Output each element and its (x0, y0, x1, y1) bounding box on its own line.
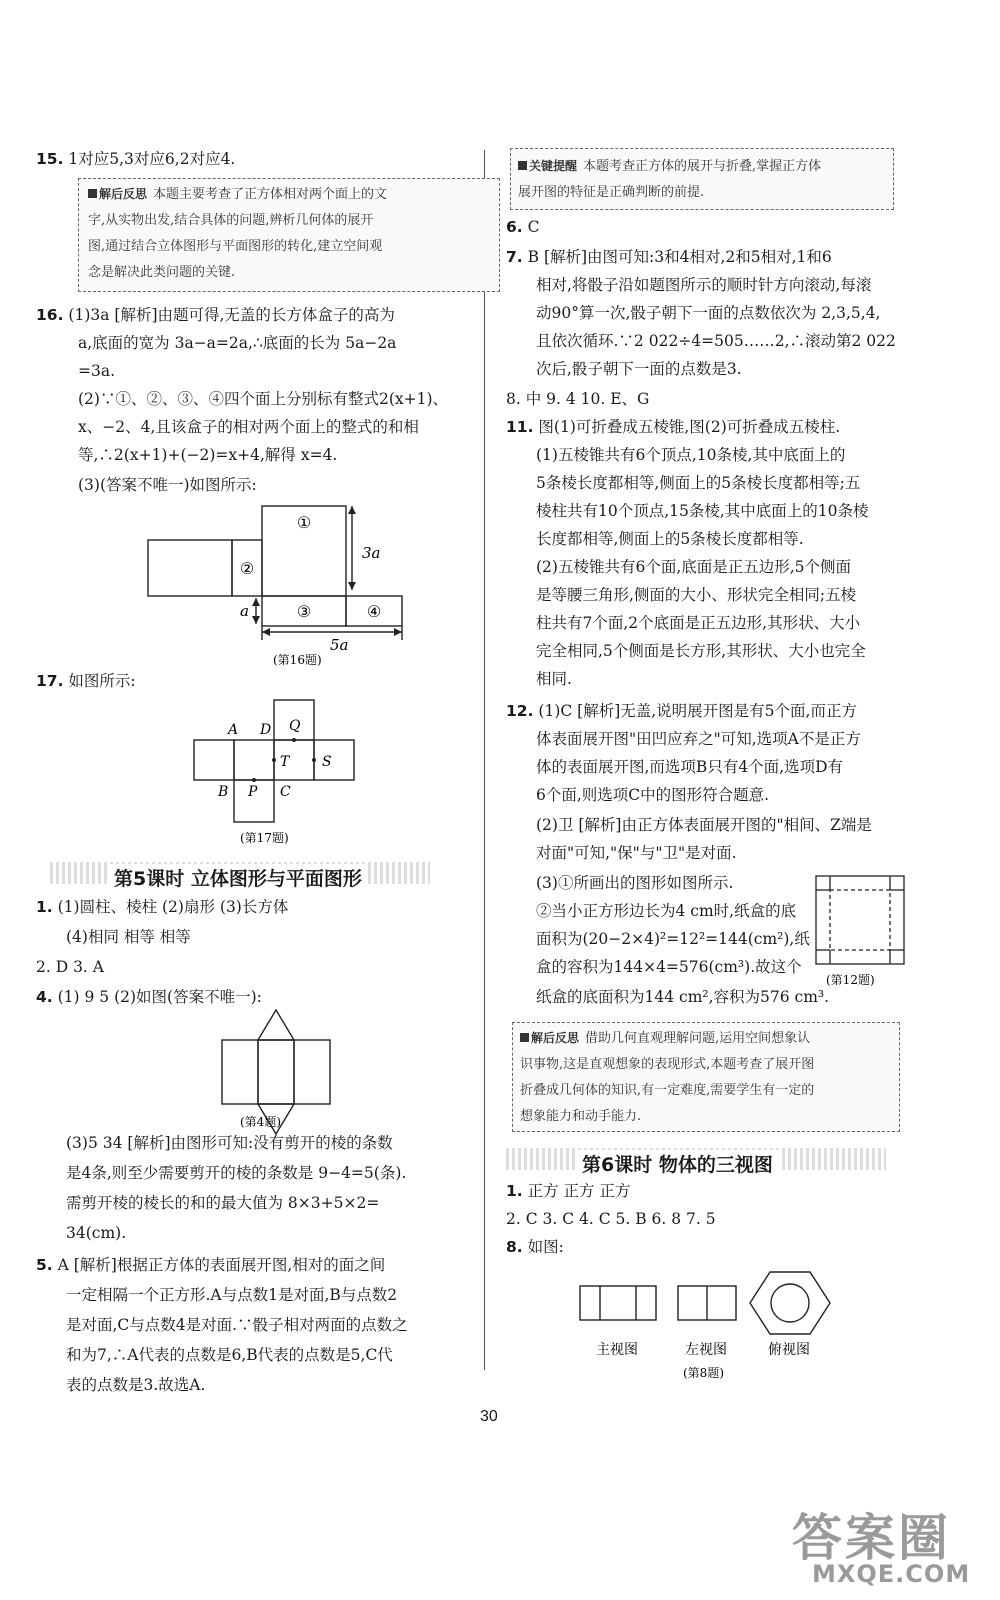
fig16-label-3: ③ (296, 602, 312, 621)
section-6-title: 第6课时 物体的三视图 (576, 1150, 779, 1177)
fig17-caption: (第17题) (240, 831, 289, 845)
r-q7-num: 7. (506, 248, 523, 266)
fig8-label-top: 俯视图 (768, 1342, 810, 1358)
watermark-logo: 答案圈 (792, 1509, 951, 1567)
box1-text-0: 本题主要考查了正方体相对两个面上的文 (153, 187, 388, 202)
r-q6-text: C (527, 218, 540, 236)
r-q12-text-0: (1)C [解析]无盖,说明展开图是有5个面,而正方 (538, 702, 857, 720)
tag-square-icon (520, 1033, 529, 1042)
fig12-caption: (第12题) (826, 973, 875, 987)
fig17-label-B: B (218, 784, 229, 800)
tag-square-icon (518, 161, 527, 170)
s5-q2-q3: 2. D 3. A (36, 958, 104, 976)
r-q11-text-8: 完全相同,5个侧面是长方形,其形状、大小也完全 (536, 642, 866, 660)
fig17-label-S: S (322, 754, 332, 770)
s6-q1 (506, 1184, 630, 1200)
r-q12-line0 (506, 704, 857, 720)
s5-q4-num: 4. (36, 988, 53, 1006)
fig17-label-P: P (248, 784, 258, 800)
box3-text-2: 折叠成几何体的知识,有一定难度,需要学生有一定的 (520, 1083, 815, 1098)
box1-text-2: 图,通过结合立体图形与平面图形的转化,建立空间观 (88, 239, 383, 254)
s6-q8 (506, 1240, 564, 1256)
fig17-label-D: D (260, 722, 272, 738)
box2-line0 (518, 160, 821, 173)
r-q6 (506, 220, 540, 236)
section-5-title: 第5课时 立体图形与平面图形 (108, 864, 368, 891)
q15-text: 1对应5,3对应6,2对应4. (68, 150, 236, 168)
r-q11-line0 (506, 420, 840, 436)
box3-text-0: 借助几何直观理解问题,运用空间想象认 (585, 1031, 811, 1046)
q16-text-1: a,底面的宽为 3a−a=2a,∴底面的长为 5a−2a (78, 334, 397, 352)
fig8-caption: (第8题) (683, 1366, 724, 1380)
r-q12-text-5: 对面"可知,"保"与"卫"是对面. (536, 844, 737, 862)
fig16-dim-3a: 3a (362, 544, 381, 562)
s6-q2-q7: 2. C 3. C 4. C 5. B 6. 8 7. 5 (506, 1210, 716, 1228)
r-q8-q10: 8. 中 9. 4 10. E、G (506, 390, 650, 408)
s6-q1-num: 1. (506, 1182, 523, 1200)
fig17-label-T: T (280, 754, 290, 770)
fig16-label-4: ④ (366, 602, 382, 621)
r-q7-text-2: 动90°算一次,骰子朝下一面的点数依次为 2,3,5,4, (536, 304, 881, 322)
r-q11-text-1: (1)五棱锥共有6个顶点,10条棱,其中底面上的 (536, 446, 846, 464)
page-number: 30 (480, 1408, 498, 1425)
fig16-label-2: ② (239, 559, 255, 578)
q15-num: 15. (36, 150, 64, 168)
q16-text-4: x、−2、4,且该盒子的相对两个面上的整式的和相 (78, 418, 419, 436)
box2-text-1: 展开图的特征是正确判断的前提. (518, 185, 705, 200)
q17-text: 如图所示: (68, 672, 136, 690)
box2-tag (518, 160, 577, 172)
box1-tag-text: 解后反思 (99, 187, 148, 201)
fig17-label-A: A (228, 722, 239, 738)
s5-q5-text-0: A [解析]根据正方体的表面展开图,相对的面之间 (57, 1256, 386, 1274)
r-q12-text-4: (2)卫 [解析]由正方体表面展开图的"相间、Z端是 (536, 816, 872, 834)
r-q12-text-2: 体的表面展开图,而选项B只有4个面,选项D有 (536, 758, 844, 776)
s6-q8-num: 8. (506, 1238, 523, 1256)
fig16-caption: (第16题) (273, 653, 322, 667)
r-q7-text-4: 次后,骰子朝下一面的点数是3. (536, 360, 742, 378)
s5-q4b-text-1: 是4条,则至少需要剪开的棱的条数是 9−4=5(条). (66, 1164, 407, 1182)
r-q11-text-5: (2)五棱锥共有6个面,底面是正五边形,5个侧面 (536, 558, 852, 576)
fig17-label-C: C (280, 784, 291, 800)
r-q11-text-4: 长度都相等,侧面上的5条棱长度都相等. (536, 530, 804, 548)
key-reminder-box (510, 148, 894, 210)
s5-q5-line0 (36, 1258, 385, 1274)
box2-text-0: 本题考查正方体的展开与折叠,掌握正方体 (583, 159, 822, 174)
r-q12-text-8: 面积为(20−2×4)²=12²=144(cm²),纸 (536, 930, 810, 948)
q16-text-6: (3)(答案不唯一)如图所示: (78, 476, 257, 494)
s6-q8-text: 如图: (527, 1238, 564, 1256)
fig16-dim-5a: 5a (330, 636, 349, 654)
box1-text-3: 念是解决此类问题的关键. (88, 265, 236, 280)
watermark-url: MXQE.COM (812, 1560, 971, 1588)
q16-text-3: (2)∵①、②、③、④四个面上分别标有整式2(x+1)、 (78, 390, 449, 408)
q17 (36, 674, 136, 690)
s5-q4b-text-2: 需剪开棱的棱长的和的最大值为 8×3+5×2= (66, 1194, 380, 1212)
r-q7-text-0: B [解析]由图可知:3和4相对,2和5相对,1和6 (527, 248, 832, 266)
r-q12-text-7: ②当小正方形边长为4 cm时,纸盒的底 (536, 902, 797, 920)
r-q11-text-7: 柱共有7个面,2个底面是正五边形,其形状、大小 (536, 614, 861, 632)
r-q12-text-6: (3)①所画出的图形如图所示. (536, 874, 734, 892)
s5-q4 (36, 990, 262, 1006)
q16-text-2: =3a. (78, 362, 116, 380)
r-q12-text-3: 6个面,则选项C中的图形符合题意. (536, 786, 770, 804)
s6-q1-text: 正方 正方 正方 (527, 1182, 631, 1200)
s5-q4b-text-0: (3)5 34 [解析]由图形可知:没有剪开的棱的条数 (66, 1134, 393, 1152)
q16-text-5: 等,∴2(x+1)+(−2)=x+4,解得 x=4. (78, 446, 338, 464)
box3-tag (520, 1032, 579, 1044)
box3-text-1: 识事物,这是直观想象的表现形式,本题考查了展开图 (520, 1057, 815, 1072)
figure-12 (816, 876, 904, 964)
r-q12-num: 12. (506, 702, 534, 720)
box3-line0 (520, 1032, 810, 1045)
s5-q5-text-2: 是对面,C与点数4是对面.∵骰子相对两面的点数之 (66, 1316, 408, 1334)
box3-text-3: 想象能力和动手能力. (520, 1109, 642, 1124)
s5-q4-text: (1) 9 5 (2)如图(答案不唯一): (57, 988, 262, 1006)
box1-text-1: 字,从实物出发,结合具体的问题,辨析几何体的展开 (88, 213, 374, 228)
s5-q1-text-1: (4)相同 相等 相等 (66, 928, 191, 946)
box2-tag-text: 关键提醒 (529, 159, 578, 173)
s5-q1-num: 1. (36, 898, 53, 916)
r-q7-text-3: 且依次循环.∵2 022÷4=505……2,∴滚动第2 022 (536, 332, 896, 350)
fig16-left-rect (148, 540, 232, 596)
r-q11-text-6: 是等腰三角形,侧面的大小、形状完全相同;五棱 (536, 586, 857, 604)
fig4-caption: (第4题) (240, 1115, 281, 1129)
box3-tag-text: 解后反思 (531, 1031, 580, 1045)
fig17-label-Q: Q (289, 718, 301, 734)
s5-q5-num: 5. (36, 1256, 53, 1274)
s5-q1-line0 (36, 900, 288, 916)
s5-q5-text-1: 一定相隔一个正方形.A与点数1是对面,B与点数2 (66, 1286, 398, 1304)
r-q6-num: 6. (506, 218, 523, 236)
r-q12-text-9: 盒的容积为144×4=576(cm³).故这个 (536, 958, 802, 976)
fig16-dim-a: a (240, 602, 249, 620)
r-q11-text-2: 5条棱长度都相等,侧面上的5条棱长度都相等;五 (536, 474, 861, 492)
r-q11-text-0: 图(1)可折叠成五棱锥,图(2)可折叠成五棱柱. (538, 418, 841, 436)
s5-q5-text-4: 表的点数是3.故选A. (66, 1376, 206, 1394)
q16-num: 16. (36, 306, 64, 324)
q16-text-0: (1)3a [解析]由题可得,无盖的长方体盒子的高为 (68, 306, 395, 324)
s5-q1-text-0: (1)圆柱、棱柱 (2)扇形 (3)长方体 (57, 898, 289, 916)
r-q12-text-1: 体表面展开图"田凹应弃之"可知,选项A不是正方 (536, 730, 861, 748)
r-q7-line0 (506, 250, 832, 266)
s5-q4b-text-3: 34(cm). (66, 1224, 127, 1242)
s5-q5-text-3: 和为7,∴A代表的点数是6,B代表的点数是5,C代 (66, 1346, 393, 1364)
r-q7-text-1: 相对,将骰子沿如题图所示的顺时针方向滚动,每滚 (536, 276, 872, 294)
fig16-label-1: ① (296, 513, 312, 532)
fig8-label-left: 左视图 (685, 1342, 727, 1358)
r-q11-text-3: 棱柱共有10个顶点,15条棱,其中底面上的10条棱 (536, 502, 869, 520)
r-q11-text-9: 相同. (536, 670, 572, 688)
q17-num: 17. (36, 672, 64, 690)
fig8-label-front: 主视图 (596, 1342, 638, 1358)
r-q12-text-10: 纸盒的底面积为144 cm²,容积为576 cm³. (536, 988, 830, 1006)
figure-8 (580, 1272, 830, 1334)
r-q11-num: 11. (506, 418, 534, 436)
